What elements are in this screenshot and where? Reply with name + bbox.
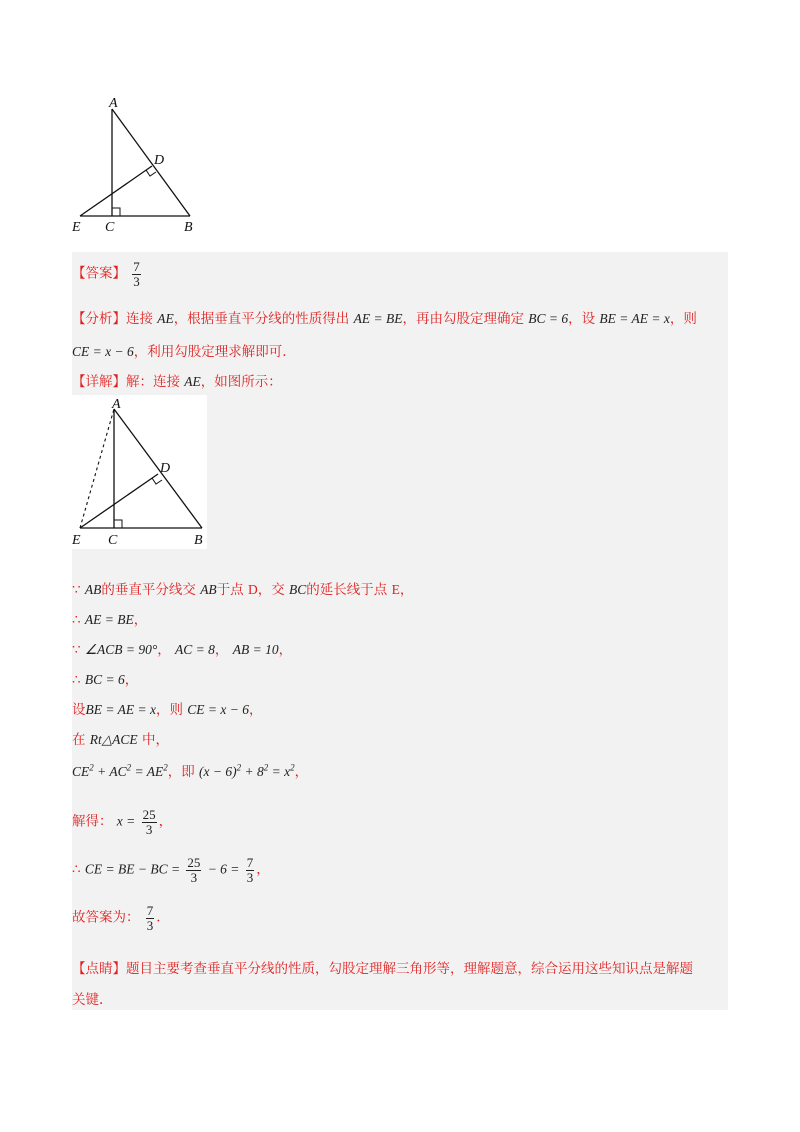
label-b: B <box>194 533 203 548</box>
step-5: 设BE = AE = x，则 CE = x − 6， <box>72 702 263 718</box>
figure-1 <box>72 93 207 235</box>
step-9: ∴ CE = BE − BC = $\frac{25}{3}$ − 6 = $\frac{7}{3}$ ， <box>72 855 270 885</box>
step-2: ∴ AE = BE， <box>72 612 148 628</box>
step-1: ∵ AB的垂直平分线交 AB于点 D，交 BC的延长线于点 E， <box>72 582 414 598</box>
step-6: 在 Rt△ACE 中， <box>72 732 169 748</box>
answer-line <box>72 260 143 288</box>
segment-ae-dashed <box>80 409 114 528</box>
label-c: C <box>105 220 115 235</box>
detail-tag: 【详解】 <box>72 374 126 390</box>
step-10: 故答案为： $\frac{7}{3}$ . <box>72 903 161 933</box>
figure-2 <box>72 395 207 549</box>
comment-line-2: 关键. <box>72 992 104 1008</box>
step-4: ∴ BC = 6， <box>72 672 139 688</box>
label-a: A <box>112 397 121 412</box>
label-e: E <box>72 533 81 548</box>
comment-line-1: 【点睛】题目主要考查垂直平分线的性质，勾股定理解三角形等，理解题意，综合运用这些知识点是解题 <box>72 961 693 977</box>
answer-tag: 【答案】 <box>72 265 126 282</box>
step-8: 解得： x = $\frac{25}{3}$ ， <box>72 807 173 837</box>
step-3: ∵ ∠ACB = 90°， AC = 8， AB = 10， <box>72 642 293 658</box>
right-angle-c <box>112 208 120 216</box>
analysis-tag: 【分析】 <box>72 311 126 327</box>
label-a: A <box>109 96 118 111</box>
label-e: E <box>72 220 81 235</box>
step-7: $CE^2 + AC^2 = AE^2$，即 $(x - 6)^2 + 8^2 = x^2$， <box>72 762 309 780</box>
label-c: C <box>108 533 118 548</box>
comment-tag: 【点睛】 <box>72 961 126 977</box>
analysis-line-1: 【分析】连接 AE，根据垂直平分线的性质得出 AE = BE，再由勾股定理确定 BC = 6，设 BE = AE = x，则 <box>72 311 697 327</box>
label-d: D <box>160 461 171 476</box>
segment-ab <box>112 109 190 216</box>
segment-ab <box>114 409 202 528</box>
solution-panel <box>72 252 728 1010</box>
right-angle-d <box>152 478 162 484</box>
right-angle-c <box>114 520 122 528</box>
right-angle-d <box>146 170 156 176</box>
detail-line: 【详解】解：连接 AE，如图所示： <box>72 374 282 390</box>
analysis-line-2: CE = x − 6，利用勾股定理求解即可. <box>72 344 287 360</box>
answer-fraction: $\frac{7}{3}$ <box>133 259 140 289</box>
label-d: D <box>154 153 165 168</box>
label-b: B <box>184 220 193 235</box>
